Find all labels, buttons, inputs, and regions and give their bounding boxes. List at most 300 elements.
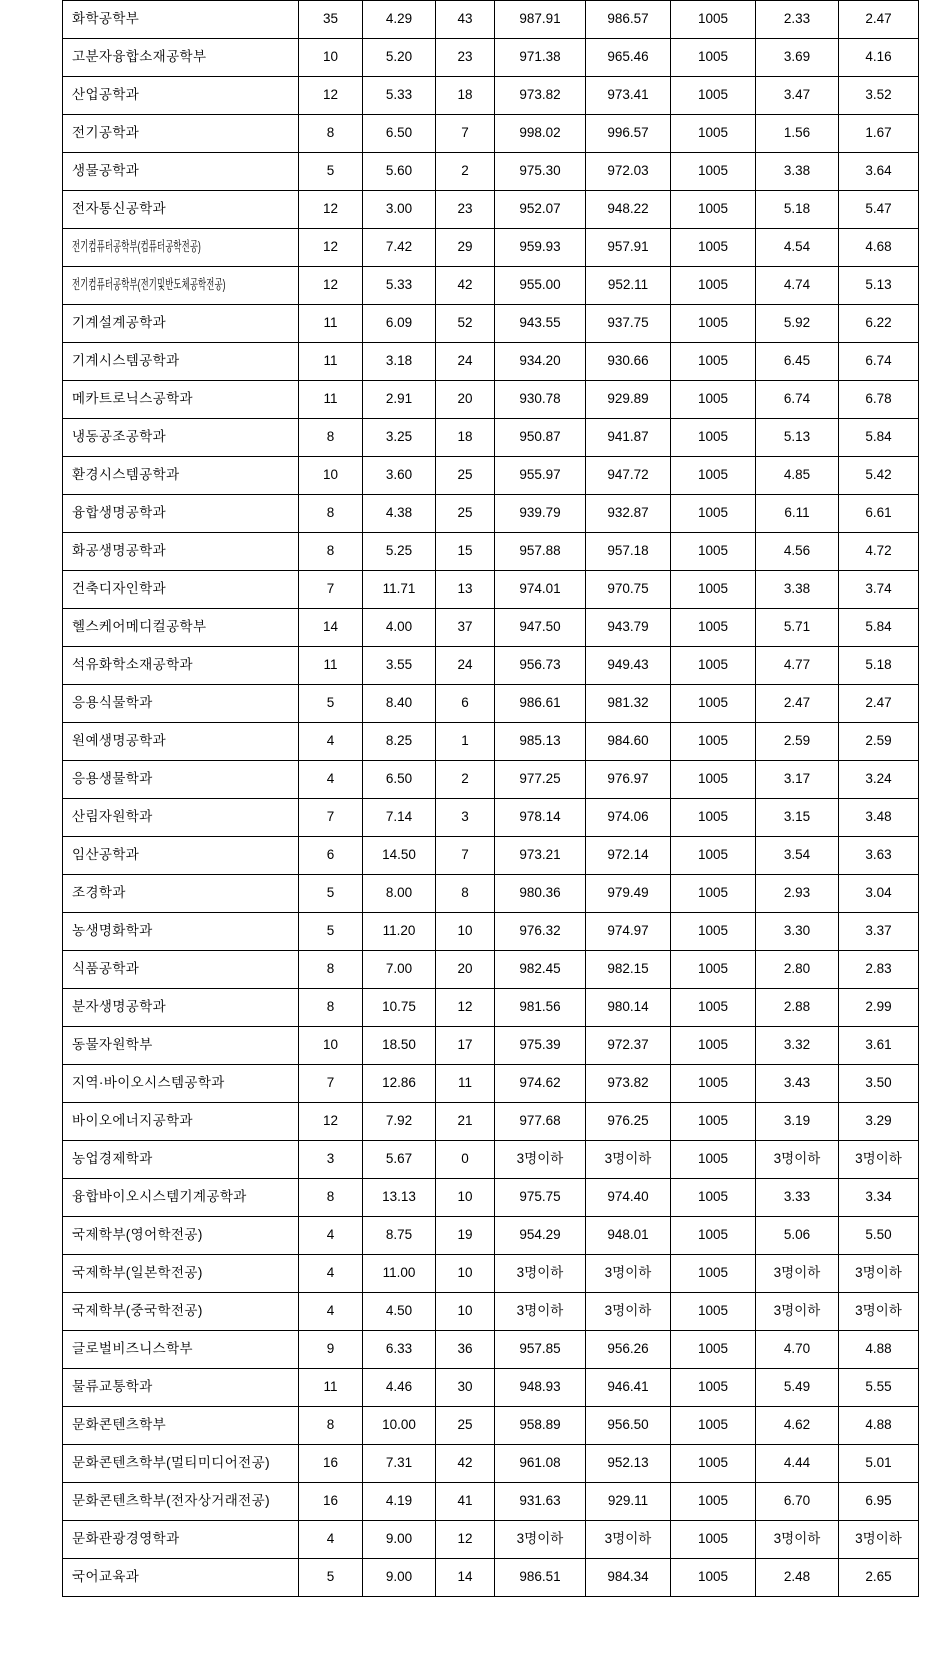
department-name: 국제학부(중국학전공) <box>72 1303 203 1319</box>
cell-pct2: 3.50 <box>839 1065 919 1103</box>
cell-avg: 975.30 <box>495 153 586 191</box>
cell-dept <box>63 1483 299 1521</box>
cell-quota: 10 <box>299 457 363 495</box>
table-row <box>63 1521 919 1559</box>
cell-quota: 8 <box>299 419 363 457</box>
cell-full: 1005 <box>671 761 756 799</box>
cell-avg: 980.36 <box>495 875 586 913</box>
department-name: 농생명화학과 <box>72 923 153 939</box>
cell-avg: 981.56 <box>495 989 586 1027</box>
cell-avg: 3명이하 <box>495 1521 586 1559</box>
cell-apply: 8 <box>436 875 495 913</box>
cell-dept <box>63 1293 299 1331</box>
cell-quota: 8 <box>299 533 363 571</box>
cell-pct1: 5.92 <box>756 305 839 343</box>
cell-ratio: 8.75 <box>363 1217 436 1255</box>
cell-full: 1005 <box>671 1407 756 1445</box>
cell-full: 1005 <box>671 191 756 229</box>
table-row <box>63 951 919 989</box>
cell-full: 1005 <box>671 305 756 343</box>
cell-quota: 4 <box>299 1521 363 1559</box>
cell-quota: 14 <box>299 609 363 647</box>
cell-full: 1005 <box>671 951 756 989</box>
cell-pct1: 5.49 <box>756 1369 839 1407</box>
table-row <box>63 1331 919 1369</box>
cell-apply: 2 <box>436 761 495 799</box>
cell-dept <box>63 685 299 723</box>
cell-full: 1005 <box>671 1521 756 1559</box>
cell-apply: 29 <box>436 229 495 267</box>
cell-ratio: 11.71 <box>363 571 436 609</box>
cell-pct2: 2.65 <box>839 1559 919 1597</box>
cell-ratio: 7.31 <box>363 1445 436 1483</box>
cell-quota: 7 <box>299 1065 363 1103</box>
cell-apply: 12 <box>436 1521 495 1559</box>
cell-dept <box>63 1331 299 1369</box>
table-row <box>63 1217 919 1255</box>
cell-pct1: 3.38 <box>756 153 839 191</box>
table-row <box>63 837 919 875</box>
cell-quota: 4 <box>299 761 363 799</box>
cell-apply: 10 <box>436 913 495 951</box>
table-row <box>63 419 919 457</box>
cell-dept <box>63 723 299 761</box>
cell-pct1: 4.77 <box>756 647 839 685</box>
cell-apply: 42 <box>436 1445 495 1483</box>
table-row <box>63 1141 919 1179</box>
cell-avg: 934.20 <box>495 343 586 381</box>
table-row <box>63 875 919 913</box>
department-name: 환경시스템공학과 <box>72 467 180 483</box>
table-row <box>63 1293 919 1331</box>
cell-apply: 36 <box>436 1331 495 1369</box>
cell-ratio: 5.67 <box>363 1141 436 1179</box>
cell-quota: 7 <box>299 571 363 609</box>
cell-pct1: 4.70 <box>756 1331 839 1369</box>
cell-full: 1005 <box>671 685 756 723</box>
cell-pct1: 3.32 <box>756 1027 839 1065</box>
cell-quota: 11 <box>299 343 363 381</box>
cell-full: 1005 <box>671 495 756 533</box>
cell-apply: 11 <box>436 1065 495 1103</box>
cell-apply: 20 <box>436 951 495 989</box>
cell-full: 1005 <box>671 39 756 77</box>
cell-ratio: 4.38 <box>363 495 436 533</box>
cell-apply: 18 <box>436 77 495 115</box>
cell-cut: 972.14 <box>586 837 671 875</box>
cell-apply: 10 <box>436 1179 495 1217</box>
table-row <box>63 77 919 115</box>
cell-dept <box>63 1065 299 1103</box>
cell-pct2: 3.34 <box>839 1179 919 1217</box>
cell-full: 1005 <box>671 115 756 153</box>
cell-ratio: 11.00 <box>363 1255 436 1293</box>
cell-cut: 984.34 <box>586 1559 671 1597</box>
cell-pct1: 5.18 <box>756 191 839 229</box>
cell-ratio: 8.40 <box>363 685 436 723</box>
cell-apply: 17 <box>436 1027 495 1065</box>
department-name: 화공생명공학과 <box>72 543 167 559</box>
cell-quota: 12 <box>299 267 363 305</box>
cell-avg: 975.39 <box>495 1027 586 1065</box>
cell-avg: 957.88 <box>495 533 586 571</box>
cell-cut: 976.97 <box>586 761 671 799</box>
cell-pct2: 6.74 <box>839 343 919 381</box>
cell-cut: 982.15 <box>586 951 671 989</box>
cell-full: 1005 <box>671 1369 756 1407</box>
cell-apply: 30 <box>436 1369 495 1407</box>
cell-cut: 956.26 <box>586 1331 671 1369</box>
cell-pct1: 3.43 <box>756 1065 839 1103</box>
cell-full: 1005 <box>671 1 756 39</box>
cell-apply: 24 <box>436 343 495 381</box>
cell-cut: 973.82 <box>586 1065 671 1103</box>
cell-apply: 52 <box>436 305 495 343</box>
cell-avg: 958.89 <box>495 1407 586 1445</box>
cell-avg: 943.55 <box>495 305 586 343</box>
cell-avg: 977.68 <box>495 1103 586 1141</box>
cell-cut: 965.46 <box>586 39 671 77</box>
cell-pct2: 1.67 <box>839 115 919 153</box>
table-row <box>63 229 919 267</box>
cell-cut: 956.50 <box>586 1407 671 1445</box>
cell-apply: 10 <box>436 1255 495 1293</box>
cell-pct2: 5.84 <box>839 419 919 457</box>
cell-avg: 955.00 <box>495 267 586 305</box>
department-name: 응용생물학과 <box>72 771 153 787</box>
cell-apply: 3 <box>436 799 495 837</box>
cell-apply: 25 <box>436 495 495 533</box>
cell-pct1: 4.44 <box>756 1445 839 1483</box>
cell-ratio: 8.25 <box>363 723 436 761</box>
cell-apply: 21 <box>436 1103 495 1141</box>
cell-dept <box>63 837 299 875</box>
department-name: 석유화학소재공학과 <box>72 657 193 673</box>
department-name: 물류교통학과 <box>72 1379 153 1395</box>
cell-dept <box>63 77 299 115</box>
cell-pct2: 3명이하 <box>839 1141 919 1179</box>
table-row <box>63 1445 919 1483</box>
cell-cut: 937.75 <box>586 305 671 343</box>
cell-avg: 971.38 <box>495 39 586 77</box>
cell-cut: 996.57 <box>586 115 671 153</box>
cell-full: 1005 <box>671 1483 756 1521</box>
cell-cut: 952.11 <box>586 267 671 305</box>
table-row <box>63 571 919 609</box>
table-row <box>63 1103 919 1141</box>
cell-pct1: 2.93 <box>756 875 839 913</box>
cell-avg: 956.73 <box>495 647 586 685</box>
cell-avg: 986.61 <box>495 685 586 723</box>
cell-pct1: 4.74 <box>756 267 839 305</box>
table-row <box>63 989 919 1027</box>
cell-ratio: 5.25 <box>363 533 436 571</box>
cell-ratio: 7.14 <box>363 799 436 837</box>
cell-avg: 998.02 <box>495 115 586 153</box>
cell-apply: 13 <box>436 571 495 609</box>
cell-quota: 10 <box>299 39 363 77</box>
cell-full: 1005 <box>671 609 756 647</box>
table-row <box>63 115 919 153</box>
cell-full: 1005 <box>671 837 756 875</box>
cell-ratio: 2.91 <box>363 381 436 419</box>
cell-pct1: 3.33 <box>756 1179 839 1217</box>
cell-avg: 974.62 <box>495 1065 586 1103</box>
cell-quota: 12 <box>299 1103 363 1141</box>
cell-pct1: 3.30 <box>756 913 839 951</box>
cell-pct2: 3.63 <box>839 837 919 875</box>
cell-dept <box>63 115 299 153</box>
cell-ratio: 6.50 <box>363 115 436 153</box>
department-name: 문화콘텐츠학부 <box>72 1417 167 1433</box>
cell-cut: 948.22 <box>586 191 671 229</box>
cell-pct2: 2.59 <box>839 723 919 761</box>
department-name: 원예생명공학과 <box>72 733 167 749</box>
cell-pct1: 2.59 <box>756 723 839 761</box>
department-name: 응용식물학과 <box>72 695 153 711</box>
cell-pct2: 5.55 <box>839 1369 919 1407</box>
cell-ratio: 7.42 <box>363 229 436 267</box>
department-name: 국어교육과 <box>72 1569 140 1585</box>
table-row <box>63 1027 919 1065</box>
cell-avg: 987.91 <box>495 1 586 39</box>
cell-full: 1005 <box>671 571 756 609</box>
cell-full: 1005 <box>671 1445 756 1483</box>
cell-avg: 973.21 <box>495 837 586 875</box>
cell-pct2: 3명이하 <box>839 1293 919 1331</box>
table-row <box>63 1483 919 1521</box>
cell-pct2: 3.37 <box>839 913 919 951</box>
cell-dept <box>63 1179 299 1217</box>
cell-cut: 974.40 <box>586 1179 671 1217</box>
cell-pct2: 6.22 <box>839 305 919 343</box>
cell-ratio: 6.33 <box>363 1331 436 1369</box>
table-row <box>63 799 919 837</box>
cell-cut: 974.97 <box>586 913 671 951</box>
cell-cut: 984.60 <box>586 723 671 761</box>
cell-full: 1005 <box>671 1141 756 1179</box>
department-name: 메카트로닉스공학과 <box>72 391 193 407</box>
cell-quota: 5 <box>299 153 363 191</box>
table-row <box>63 191 919 229</box>
table-row <box>63 647 919 685</box>
cell-quota: 4 <box>299 1217 363 1255</box>
department-name: 기계설계공학과 <box>72 315 167 331</box>
cell-pct1: 2.88 <box>756 989 839 1027</box>
cell-full: 1005 <box>671 1255 756 1293</box>
department-name: 지역·바이오시스템공학과 <box>72 1075 225 1091</box>
cell-avg: 978.14 <box>495 799 586 837</box>
cell-cut: 957.18 <box>586 533 671 571</box>
table-row <box>63 761 919 799</box>
cell-apply: 23 <box>436 39 495 77</box>
cell-avg: 985.13 <box>495 723 586 761</box>
cell-pct1: 3.54 <box>756 837 839 875</box>
cell-avg: 930.78 <box>495 381 586 419</box>
cell-pct2: 3.61 <box>839 1027 919 1065</box>
cell-ratio: 4.19 <box>363 1483 436 1521</box>
cell-quota: 4 <box>299 723 363 761</box>
cell-dept <box>63 1103 299 1141</box>
admissions-results-table <box>62 0 919 1597</box>
department-name: 문화관광경영학과 <box>72 1531 180 1547</box>
cell-avg: 3명이하 <box>495 1255 586 1293</box>
cell-dept <box>63 1255 299 1293</box>
cell-quota: 12 <box>299 77 363 115</box>
cell-dept <box>63 799 299 837</box>
cell-dept <box>63 647 299 685</box>
cell-ratio: 10.00 <box>363 1407 436 1445</box>
department-name: 냉동공조공학과 <box>72 429 167 445</box>
cell-dept <box>63 229 299 267</box>
department-name: 농업경제학과 <box>72 1151 153 1167</box>
table-row <box>63 495 919 533</box>
cell-dept <box>63 989 299 1027</box>
cell-full: 1005 <box>671 799 756 837</box>
cell-dept <box>63 761 299 799</box>
cell-apply: 12 <box>436 989 495 1027</box>
table-row <box>63 267 919 305</box>
cell-full: 1005 <box>671 229 756 267</box>
department-name: 헬스케어메디컬공학부 <box>72 619 207 635</box>
cell-full: 1005 <box>671 723 756 761</box>
cell-quota: 5 <box>299 1559 363 1597</box>
cell-quota: 5 <box>299 875 363 913</box>
cell-pct2: 4.16 <box>839 39 919 77</box>
cell-dept <box>63 267 299 305</box>
cell-cut: 3명이하 <box>586 1521 671 1559</box>
table-row <box>63 609 919 647</box>
cell-avg: 961.08 <box>495 1445 586 1483</box>
table-row <box>63 533 919 571</box>
cell-ratio: 12.86 <box>363 1065 436 1103</box>
department-name: 동물자원학부 <box>72 1037 153 1053</box>
cell-pct1: 5.13 <box>756 419 839 457</box>
department-name: 산업공학과 <box>72 87 140 103</box>
cell-ratio: 9.00 <box>363 1521 436 1559</box>
cell-apply: 10 <box>436 1293 495 1331</box>
cell-full: 1005 <box>671 875 756 913</box>
cell-avg: 975.75 <box>495 1179 586 1217</box>
cell-full: 1005 <box>671 1179 756 1217</box>
cell-pct1: 5.06 <box>756 1217 839 1255</box>
table-row <box>63 1559 919 1597</box>
cell-avg: 950.87 <box>495 419 586 457</box>
cell-ratio: 4.29 <box>363 1 436 39</box>
cell-ratio: 14.50 <box>363 837 436 875</box>
cell-apply: 19 <box>436 1217 495 1255</box>
cell-pct2: 3.04 <box>839 875 919 913</box>
cell-ratio: 4.46 <box>363 1369 436 1407</box>
cell-apply: 18 <box>436 419 495 457</box>
cell-apply: 7 <box>436 837 495 875</box>
cell-pct2: 5.13 <box>839 267 919 305</box>
cell-pct1: 4.54 <box>756 229 839 267</box>
cell-apply: 0 <box>436 1141 495 1179</box>
cell-pct1: 6.11 <box>756 495 839 533</box>
cell-apply: 43 <box>436 1 495 39</box>
cell-ratio: 6.09 <box>363 305 436 343</box>
table-row <box>63 381 919 419</box>
cell-ratio: 5.60 <box>363 153 436 191</box>
cell-pct2: 2.47 <box>839 685 919 723</box>
department-name: 분자생명공학과 <box>72 999 167 1015</box>
table-row <box>63 1 919 39</box>
cell-quota: 7 <box>299 799 363 837</box>
cell-ratio: 3.18 <box>363 343 436 381</box>
department-name: 글로벌비즈니스학부 <box>72 1341 193 1357</box>
cell-pct1: 3명이하 <box>756 1255 839 1293</box>
cell-avg: 955.97 <box>495 457 586 495</box>
cell-full: 1005 <box>671 1103 756 1141</box>
cell-ratio: 18.50 <box>363 1027 436 1065</box>
cell-apply: 7 <box>436 115 495 153</box>
cell-pct2: 4.88 <box>839 1331 919 1369</box>
cell-pct2: 4.72 <box>839 533 919 571</box>
cell-pct2: 2.99 <box>839 989 919 1027</box>
table-row <box>63 1179 919 1217</box>
department-name: 문화콘텐츠학부(멀티미디어전공) <box>72 1455 270 1471</box>
cell-cut: 980.14 <box>586 989 671 1027</box>
cell-pct2: 3.24 <box>839 761 919 799</box>
cell-apply: 25 <box>436 457 495 495</box>
department-name: 문화콘텐츠학부(전자상거래전공) <box>72 1493 270 1509</box>
cell-quota: 4 <box>299 1255 363 1293</box>
cell-ratio: 13.13 <box>363 1179 436 1217</box>
cell-cut: 976.25 <box>586 1103 671 1141</box>
cell-avg: 974.01 <box>495 571 586 609</box>
table-row <box>63 305 919 343</box>
department-name: 전기공학과 <box>72 125 140 141</box>
cell-ratio: 4.00 <box>363 609 436 647</box>
cell-dept <box>63 457 299 495</box>
cell-full: 1005 <box>671 1217 756 1255</box>
cell-dept <box>63 571 299 609</box>
department-name: 조경학과 <box>72 885 126 901</box>
cell-apply: 41 <box>436 1483 495 1521</box>
department-name: 전자통신공학과 <box>72 201 167 217</box>
cell-quota: 12 <box>299 191 363 229</box>
cell-quota: 3 <box>299 1141 363 1179</box>
cell-dept <box>63 1559 299 1597</box>
cell-apply: 37 <box>436 609 495 647</box>
cell-pct2: 3.52 <box>839 77 919 115</box>
cell-dept <box>63 343 299 381</box>
department-name: 산림자원학과 <box>72 809 153 825</box>
cell-cut: 949.43 <box>586 647 671 685</box>
cell-pct1: 2.80 <box>756 951 839 989</box>
department-name: 기계시스템공학과 <box>72 353 180 369</box>
cell-pct1: 4.85 <box>756 457 839 495</box>
cell-dept <box>63 951 299 989</box>
cell-avg: 977.25 <box>495 761 586 799</box>
cell-quota: 11 <box>299 647 363 685</box>
table-row <box>63 1065 919 1103</box>
cell-pct1: 3명이하 <box>756 1141 839 1179</box>
department-name: 건축디자인학과 <box>72 581 167 597</box>
cell-cut: 972.37 <box>586 1027 671 1065</box>
cell-quota: 8 <box>299 951 363 989</box>
cell-pct2: 3.29 <box>839 1103 919 1141</box>
cell-full: 1005 <box>671 267 756 305</box>
cell-pct2: 3.48 <box>839 799 919 837</box>
department-name: 전기컴퓨터공학부(전기및반도체공학전공) <box>72 277 226 293</box>
cell-pct1: 4.62 <box>756 1407 839 1445</box>
cell-pct1: 5.71 <box>756 609 839 647</box>
cell-apply: 42 <box>436 267 495 305</box>
cell-pct2: 2.47 <box>839 1 919 39</box>
cell-apply: 24 <box>436 647 495 685</box>
